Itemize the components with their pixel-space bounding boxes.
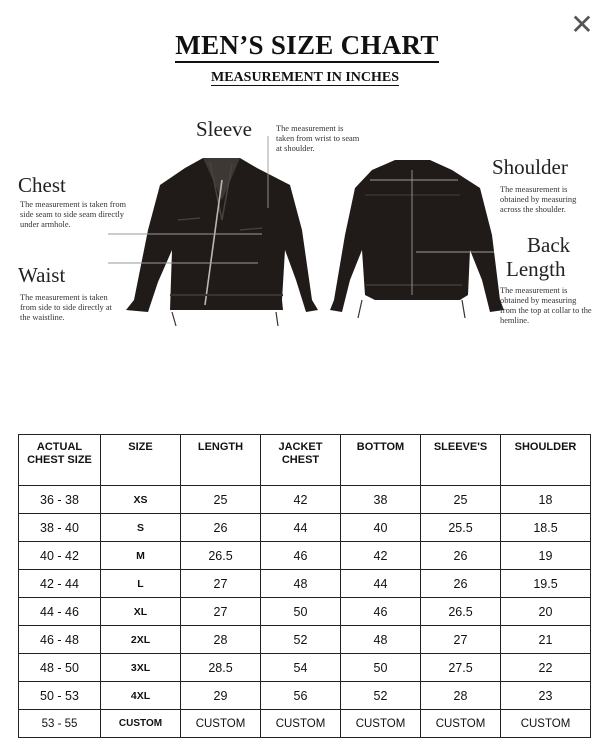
table-cell: 28.5 [181,654,261,682]
table-cell: 44 - 46 [19,598,101,626]
table-cell: 22 [501,654,591,682]
table-cell: 20 [501,598,591,626]
column-header [101,435,181,486]
table-cell: CUSTOM [181,710,261,738]
back-label: Back [527,233,571,257]
sleeve-label: Sleeve [196,117,252,141]
column-header-line: SHOULDER [514,441,577,453]
table-cell: 50 [341,654,421,682]
column-header [501,435,591,486]
close-icon[interactable]: ✕ [570,8,594,41]
column-header-line: LENGTH [197,441,244,453]
table-row [19,514,591,542]
table-cell: 27 [421,626,501,654]
size-cell: 2XL [101,626,181,654]
page-title-text: MEN’S SIZE CHART [175,30,438,63]
size-cell: M [101,542,181,570]
table-cell: 36 - 38 [19,486,101,514]
table-cell: 27 [181,598,261,626]
chest-description: The measurement is taken from side seam to side seam directly under armhole. [20,200,127,229]
column-header [181,435,261,486]
table-header-row [19,435,591,486]
table-cell: 19 [501,542,591,570]
table-cell: 50 - 53 [19,682,101,710]
column-header [261,435,341,486]
length-label: Length [506,257,566,281]
table-cell: 28 [181,626,261,654]
chest-label: Chest [18,173,66,197]
front-jacket-image [126,158,318,326]
table-cell: 25 [181,486,261,514]
table-cell: 50 [261,598,341,626]
size-cell: XL [101,598,181,626]
shoulder-label: Shoulder [492,155,568,179]
size-cell: L [101,570,181,598]
page-subtitle [0,70,600,86]
table-cell: 44 [341,570,421,598]
sleeve-description: The measurement is taken from wrist to seam at shoulder. [276,124,360,153]
column-header-line: BOTTOM [356,441,405,453]
column-header [19,435,101,486]
table-cell: CUSTOM [421,710,501,738]
table-cell: CUSTOM [501,710,591,738]
table-cell: 56 [261,682,341,710]
table-cell: 54 [261,654,341,682]
column-header-line: JACKET [278,441,323,453]
table-cell: 48 [261,570,341,598]
table-cell: 25.5 [421,514,501,542]
table-cell: 48 [341,626,421,654]
column-header-line: ACTUAL [36,441,83,453]
column-header [421,435,501,486]
waist-label: Waist [18,263,66,287]
table-cell: 42 [261,486,341,514]
table-cell: 38 [341,486,421,514]
table-cell: 23 [501,682,591,710]
back-length-description: The measurement is obtained by measuring from the top at collar to the hemline. [500,286,592,325]
table-cell: 40 - 42 [19,542,101,570]
page-title [0,30,600,61]
table-cell: 26.5 [181,542,261,570]
table-body [19,486,591,738]
table-row [19,486,591,514]
table-row [19,682,591,710]
table-row [19,542,591,570]
table-cell: 18 [501,486,591,514]
back-jacket-image [330,160,504,318]
table-cell: 29 [181,682,261,710]
jacket-illustration [0,100,600,400]
table-cell: 46 - 48 [19,626,101,654]
size-cell: 4XL [101,682,181,710]
table-cell: 21 [501,626,591,654]
table-cell: CUSTOM [341,710,421,738]
table-cell: 40 [341,514,421,542]
size-cell: XS [101,486,181,514]
table-cell: 27.5 [421,654,501,682]
size-chart-table [18,434,591,738]
table-cell: 52 [261,626,341,654]
table-cell: 44 [261,514,341,542]
table-cell: 42 [341,542,421,570]
table-row [19,570,591,598]
column-header-line: SLEEVE'S [433,441,488,453]
table-cell: 18.5 [501,514,591,542]
waist-description: The measurement is taken from side to side directly at the waistline. [20,293,112,322]
size-cell: CUSTOM [101,710,181,738]
table-cell: 26.5 [421,598,501,626]
table-cell: 48 - 50 [19,654,101,682]
table-cell: 46 [341,598,421,626]
table-row [19,598,591,626]
table-cell: 38 - 40 [19,514,101,542]
table-cell: CUSTOM [261,710,341,738]
table-row [19,654,591,682]
column-header-line: SIZE [128,441,153,453]
table-row [19,626,591,654]
column-header-line: CHEST [281,454,320,466]
table-cell: 46 [261,542,341,570]
table-cell: 27 [181,570,261,598]
page-subtitle-text: MEASUREMENT IN INCHES [211,70,399,85]
table-cell: 25 [421,486,501,514]
table-cell: 26 [421,542,501,570]
size-cell: 3XL [101,654,181,682]
table-cell: 53 - 55 [19,710,101,738]
shoulder-description: The measurement is obtained by measuring across the shoulder. [500,185,577,214]
column-header [341,435,421,486]
table-cell: 42 - 44 [19,570,101,598]
table-cell: 26 [421,570,501,598]
column-header-line: CHEST SIZE [27,454,92,466]
table-row [19,710,591,738]
table-cell: 52 [341,682,421,710]
size-cell: S [101,514,181,542]
table-cell: 19.5 [501,570,591,598]
table-cell: 26 [181,514,261,542]
table-cell: 28 [421,682,501,710]
